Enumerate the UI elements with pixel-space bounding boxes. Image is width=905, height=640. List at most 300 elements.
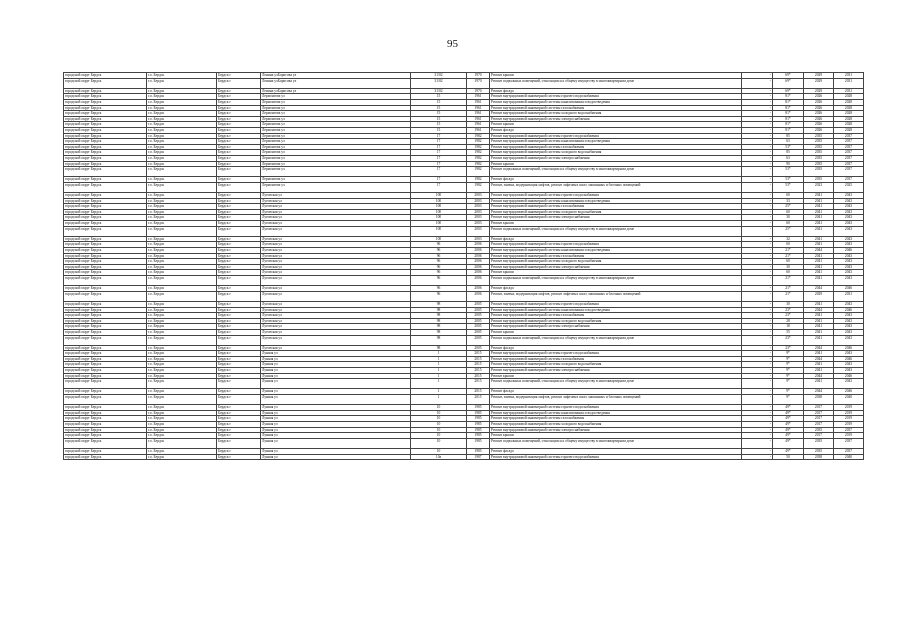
start-year-cell: 2023 [804,182,834,192]
work-type-cell: Ремонт фасада [490,177,742,183]
start-year-cell: 2017 [804,433,834,439]
end-year-cell: 2028 [834,99,864,105]
work-type-cell: Ремонт крыши [490,161,742,167]
start-year-cell: 2035 [804,167,834,177]
wear-percent-cell: 30 [773,301,804,307]
start-year-cell: 2041 [804,221,834,227]
start-year-cell: 2044 [804,307,834,313]
district-cell: г.о. Бердск [147,318,217,324]
dash-cell: - [742,438,773,448]
dash-cell: - [742,193,773,199]
dash-cell: - [742,242,773,248]
work-type-cell: Ремонт внутридомовой инженерной системы канализования и водоотведения [490,410,742,416]
end-year-cell: 2037 [834,438,864,448]
house-number-cell: 96 [411,286,467,292]
table-row [64,291,864,301]
end-year-cell: 2037 [834,448,864,454]
end-year-cell: 2037 [834,155,864,161]
start-year-cell: 2041 [804,253,834,259]
work-type-cell: Ремонт крыши [490,329,742,335]
district-cell: г.о. Бердск [147,215,217,221]
capital-repair-table [63,72,864,460]
capital-repair-table-wrapper [63,72,863,460]
city-cell: Бердск г [217,242,261,248]
municipality-cell: городской округ Бердск [64,78,147,88]
municipality-cell: городской округ Бердск [64,242,147,248]
start-year-cell: 2035 [804,448,834,454]
municipality-cell: городской округ Бердск [64,236,147,242]
house-number-cell: 98 [411,313,467,319]
municipality-cell: городской округ Бердск [64,291,147,301]
district-cell: г.о. Бердск [147,248,217,254]
table-row [64,275,864,285]
street-cell: Луговская ул [261,209,411,215]
street-cell: Лермонтова ул [261,182,411,192]
dash-cell: - [742,253,773,259]
dash-cell: - [742,111,773,117]
start-year-cell: 2035 [804,155,834,161]
district-cell: г.о. Бердск [147,111,217,117]
wear-percent-cell: 23* [773,345,804,351]
wear-percent-cell: 23* [773,335,804,345]
work-type-cell: Ремонт внутридомовой инженерной системы холодного водоснабжения [490,111,742,117]
city-cell: Бердск г [217,301,261,307]
street-cell: Лермонтова ул [261,161,411,167]
wear-percent-cell: 69* [773,73,804,79]
street-cell: Лермонтова ул [261,133,411,139]
end-year-cell: 2043 [834,236,864,242]
wear-percent-cell: 49* [773,433,804,439]
district-cell: г.о. Бердск [147,416,217,422]
city-cell: Бердск г [217,379,261,389]
municipality-cell: городской округ Бердск [64,345,147,351]
end-year-cell: 2028 [834,116,864,122]
street-cell: Лермонтова ул [261,111,411,117]
house-number-cell: 1 [411,368,467,374]
house-number-cell: 17 [411,139,467,145]
start-year-cell: 2041 [804,329,834,335]
work-type-cell: Ремонт внутридомовой инженерной системы газоснабжения [490,416,742,422]
municipality-cell: городской округ Бердск [64,301,147,307]
municipality-cell: городской округ Бердск [64,329,147,335]
start-year-cell: 2026 [804,111,834,117]
city-cell: Бердск г [217,193,261,199]
street-cell: Лунная ул [261,433,411,439]
city-cell: Бердск г [217,105,261,111]
build-year-cell: 1961 [467,127,490,133]
end-year-cell: 2043 [834,193,864,199]
district-cell: г.о. Бердск [147,167,217,177]
start-year-cell: 2041 [804,301,834,307]
house-number-cell: 10а [411,454,467,460]
dash-cell: - [742,286,773,292]
district-cell: г.о. Бердск [147,242,217,248]
city-cell: Бердск г [217,329,261,335]
district-cell: г.о. Бердск [147,389,217,395]
city-cell: Бердск г [217,448,261,454]
municipality-cell: городской округ Бердск [64,433,147,439]
municipality-cell: городской округ Бердск [64,416,147,422]
wear-percent-cell: 49* [773,405,804,411]
street-cell: Лермонтова ул [261,167,411,177]
build-year-cell: 1982 [467,150,490,156]
build-year-cell: 2006 [467,270,490,276]
street-cell: Лермонтова ул [261,177,411,183]
start-year-cell: 2044 [804,389,834,395]
district-cell: г.о. Бердск [147,94,217,100]
build-year-cell: 2006 [467,275,490,285]
table-row [64,454,864,460]
build-year-cell: 2006 [467,242,490,248]
municipality-cell: городской округ Бердск [64,193,147,199]
district-cell: г.о. Бердск [147,105,217,111]
city-cell: Бердск г [217,236,261,242]
end-year-cell: 2043 [834,209,864,215]
end-year-cell: 2043 [834,313,864,319]
work-type-cell: Ремонт внутридомовой инженерной системы горячего водоснабжения [490,133,742,139]
district-cell: г.о. Бердск [147,226,217,236]
municipality-cell: городской округ Бердск [64,318,147,324]
work-type-cell: Ремонт крыши [490,122,742,128]
house-number-cell: 10 [411,438,467,448]
end-year-cell: 2019 [834,405,864,411]
house-number-cell: 10 [411,410,467,416]
table-body [64,73,864,460]
house-number-cell: 10 [411,416,467,422]
build-year-cell: 1985 [467,427,490,433]
start-year-cell: 2041 [804,270,834,276]
wear-percent-cell: 21* [773,248,804,254]
dash-cell: - [742,454,773,460]
wear-percent-cell: 53* [773,182,804,192]
dash-cell: - [742,144,773,150]
wear-percent-cell: 63 [773,155,804,161]
work-type-cell: Ремонт внутридомовой инженерной системы холодного водоснабжения [490,150,742,156]
street-cell: Луговская ул [261,226,411,236]
street-cell: Ленина улБорисова ул [261,78,411,88]
city-cell: Бердск г [217,116,261,122]
city-cell: Бердск г [217,78,261,88]
house-number-cell: 96 [411,242,467,248]
district-cell: г.о. Бердск [147,270,217,276]
municipality-cell: городской округ Бердск [64,139,147,145]
street-cell: Лунная ул [261,395,411,405]
house-number-cell: 96 [411,259,467,265]
municipality-cell: городской округ Бердск [64,324,147,330]
district-cell: г.о. Бердск [147,275,217,285]
start-year-cell: 2041 [804,368,834,374]
build-year-cell: 2005 [467,345,490,351]
start-year-cell: 2044 [804,356,834,362]
house-number-cell: 17 [411,144,467,150]
work-type-cell: Ремонт крыши [490,433,742,439]
build-year-cell: 2015 [467,389,490,395]
build-year-cell: 2006 [467,253,490,259]
municipality-cell: городской округ Бердск [64,133,147,139]
street-cell: Луговская ул [261,307,411,313]
district-cell: г.о. Бердск [147,182,217,192]
house-number-cell: 96 [411,264,467,270]
end-year-cell: 2037 [834,177,864,183]
street-cell: Луговская ул [261,236,411,242]
house-number-cell: 98 [411,324,467,330]
dash-cell: - [742,73,773,79]
start-year-cell: 2038 [804,454,834,460]
build-year-cell: 1982 [467,177,490,183]
district-cell: г.о. Бердск [147,329,217,335]
start-year-cell: 2029 [804,291,834,301]
start-year-cell: 2035 [804,438,834,448]
house-number-cell: 10 [411,427,467,433]
municipality-cell: городской округ Бердск [64,167,147,177]
district-cell: г.о. Бердск [147,335,217,345]
dash-cell: - [742,248,773,254]
city-cell: Бердск г [217,209,261,215]
work-type-cell: Ремонт внутридомовой инженерной системы канализования и водоотведения [490,139,742,145]
house-number-cell: 1 [411,379,467,389]
municipality-cell: городской округ Бердск [64,94,147,100]
end-year-cell: 2043 [834,198,864,204]
municipality-cell: городской округ Бердск [64,351,147,357]
municipality-cell: городской округ Бердск [64,438,147,448]
work-type-cell: Ремонт подвальных помещений, относящихся к общему имуществу в многоквартирном доме [490,226,742,236]
wear-percent-cell: 85 [773,150,804,156]
municipality-cell: городской округ Бердск [64,335,147,345]
municipality-cell: городской округ Бердск [64,405,147,411]
street-cell: Лунная ул [261,379,411,389]
end-year-cell: 2031 [834,88,864,94]
city-cell: Бердск г [217,167,261,177]
end-year-cell: 2028 [834,127,864,133]
district-cell: г.о. Бердск [147,99,217,105]
dash-cell: - [742,236,773,242]
start-year-cell: 2044 [804,248,834,254]
house-number-cell: 17 [411,133,467,139]
start-year-cell: 2041 [804,324,834,330]
dash-cell: - [742,105,773,111]
district-cell: г.о. Бердск [147,324,217,330]
end-year-cell: 2043 [834,242,864,248]
street-cell: Лермонтова ул [261,144,411,150]
start-year-cell: 2041 [804,215,834,221]
table-row [64,78,864,88]
start-year-cell: 2041 [804,264,834,270]
street-cell: Луговская ул [261,301,411,307]
house-number-cell: 17 [411,161,467,167]
dash-cell: - [742,433,773,439]
house-number-cell: 31/02 [411,78,467,88]
city-cell: Бердск г [217,264,261,270]
build-year-cell: 1982 [467,182,490,192]
end-year-cell: 2043 [834,368,864,374]
start-year-cell: 2026 [804,127,834,133]
wear-percent-cell: 81* [773,116,804,122]
municipality-cell: городской округ Бердск [64,313,147,319]
street-cell: Лунная ул [261,438,411,448]
city-cell: Бердск г [217,335,261,345]
house-number-cell: 15 [411,99,467,105]
district-cell: г.о. Бердск [147,351,217,357]
work-type-cell: Ремонт внутридомовой инженерной системы холодного водоснабжения [490,422,742,428]
build-year-cell: 1982 [467,155,490,161]
build-year-cell: 1985 [467,422,490,428]
municipality-cell: городской округ Бердск [64,111,147,117]
city-cell: Бердск г [217,389,261,395]
dash-cell: - [742,291,773,301]
start-year-cell: 2041 [804,198,834,204]
end-year-cell: 2046 [834,286,864,292]
work-type-cell: Ремонт фасада [490,345,742,351]
end-year-cell: 2040 [834,454,864,460]
start-year-cell: 2041 [804,204,834,210]
city-cell: Бердск г [217,416,261,422]
street-cell: Лермонтова ул [261,122,411,128]
build-year-cell: 1961 [467,111,490,117]
street-cell: Луговская ул [261,198,411,204]
street-cell: Луговская ул [261,193,411,199]
wear-percent-cell: 50 [773,454,804,460]
dash-cell: - [742,275,773,285]
build-year-cell: 2003 [467,236,490,242]
build-year-cell: 2015 [467,356,490,362]
start-year-cell: 2035 [804,144,834,150]
build-year-cell: 1970 [467,73,490,79]
municipality-cell: городской округ Бердск [64,182,147,192]
end-year-cell: 2019 [834,433,864,439]
house-number-cell: 100 [411,221,467,227]
district-cell: г.о. Бердск [147,133,217,139]
district-cell: г.о. Бердск [147,362,217,368]
start-year-cell: 2029 [804,88,834,94]
work-type-cell: Ремонт внутридомовой инженерной системы горячего водоснабжения [490,454,742,460]
city-cell: Бердск г [217,139,261,145]
city-cell: Бердск г [217,356,261,362]
municipality-cell: городской округ Бердск [64,270,147,276]
work-type-cell: Ремонт внутридомовой инженерной системы холодного водоснабжения [490,259,742,265]
start-year-cell: 2017 [804,416,834,422]
build-year-cell: 2015 [467,351,490,357]
house-number-cell: 100 [411,198,467,204]
district-cell: г.о. Бердск [147,286,217,292]
build-year-cell: 1985 [467,433,490,439]
house-number-cell: 15 [411,94,467,100]
start-year-cell: 2041 [804,242,834,248]
street-cell: Луговская ул [261,242,411,248]
dash-cell: - [742,150,773,156]
end-year-cell: 2043 [834,318,864,324]
wear-percent-cell: 55 [773,329,804,335]
end-year-cell: 2037 [834,133,864,139]
street-cell: Лермонтова ул [261,127,411,133]
municipality-cell: городской округ Бердск [64,105,147,111]
dash-cell: - [742,422,773,428]
municipality-cell: городской округ Бердск [64,226,147,236]
dash-cell: - [742,335,773,345]
build-year-cell: 2003 [467,193,490,199]
build-year-cell: 1970 [467,78,490,88]
build-year-cell: 2006 [467,248,490,254]
work-type-cell: Ремонт внутридомовой инженерной системы электроснабжения [490,368,742,374]
street-cell: Луговская ул [261,313,411,319]
district-cell: г.о. Бердск [147,116,217,122]
end-year-cell: 2046 [834,248,864,254]
wear-percent-cell: 18 [773,324,804,330]
end-year-cell: 2031 [834,73,864,79]
work-type-cell: Ремонт внутридомовой инженерной системы холодного водоснабжения [490,318,742,324]
city-cell: Бердск г [217,253,261,259]
table-row [64,438,864,448]
work-type-cell: Ремонт внутридомовой инженерной системы горячего водоснабжения [490,94,742,100]
district-cell: г.о. Бердск [147,454,217,460]
work-type-cell: Ремонт, замена, модернизация лифтов, ремонт лифтовых шахт, машинных и блочных помещений [490,182,742,192]
wear-percent-cell: 49* [773,422,804,428]
city-cell: Бердск г [217,270,261,276]
district-cell: г.о. Бердск [147,410,217,416]
street-cell: Луговская ул [261,264,411,270]
work-type-cell: Ремонт внутридомовой инженерной системы электроснабжения [490,116,742,122]
work-type-cell: Ремонт подвальных помещений, относящихся к общему имуществу в многоквартирном доме [490,78,742,88]
wear-percent-cell: 9* [773,389,804,395]
municipality-cell: городской округ Бердск [64,448,147,454]
municipality-cell: городской округ Бердск [64,122,147,128]
street-cell: Лунная ул [261,368,411,374]
build-year-cell: 1982 [467,144,490,150]
street-cell: Лермонтова ул [261,116,411,122]
district-cell: г.о. Бердск [147,427,217,433]
city-cell: Бердск г [217,99,261,105]
wear-percent-cell: 81* [773,105,804,111]
municipality-cell: городской округ Бердск [64,373,147,379]
end-year-cell: 2043 [834,351,864,357]
work-type-cell: Ремонт внутридомовой инженерной системы электроснабжения [490,427,742,433]
street-cell: Лермонтова ул [261,150,411,156]
city-cell: Бердск г [217,410,261,416]
wear-percent-cell: 60 [773,270,804,276]
end-year-cell: 2019 [834,422,864,428]
wear-percent-cell: 81* [773,94,804,100]
build-year-cell: 2005 [467,329,490,335]
work-type-cell: Ремонт внутридомовой инженерной системы газоснабжения [490,356,742,362]
wear-percent-cell: 81* [773,127,804,133]
end-year-cell: 2043 [834,270,864,276]
municipality-cell: городской округ Бердск [64,88,147,94]
wear-percent-cell: 21* [773,286,804,292]
municipality-cell: городской округ Бердск [64,99,147,105]
dash-cell: - [742,324,773,330]
dash-cell: - [742,345,773,351]
wear-percent-cell: 63 [773,139,804,145]
page-number: 95 [447,38,458,50]
municipality-cell: городской округ Бердск [64,422,147,428]
start-year-cell: 2017 [804,405,834,411]
end-year-cell: 2043 [834,264,864,270]
street-cell: Луговская ул [261,221,411,227]
city-cell: Бердск г [217,144,261,150]
work-type-cell: Ремонт, замена, модернизация лифтов, ремонт лифтовых шахт, машинных и блочных помещений [490,291,742,301]
table-row [64,395,864,405]
end-year-cell: 2043 [834,324,864,330]
dash-cell: - [742,161,773,167]
street-cell: Лунная ул [261,356,411,362]
work-type-cell: Ремонт фасада [490,236,742,242]
dash-cell: - [742,410,773,416]
street-cell: Луговская ул [261,215,411,221]
wear-percent-cell: 25* [773,204,804,210]
district-cell: г.о. Бердск [147,433,217,439]
start-year-cell: 2041 [804,236,834,242]
house-number-cell: 100 [411,236,467,242]
municipality-cell: городской округ Бердск [64,161,147,167]
